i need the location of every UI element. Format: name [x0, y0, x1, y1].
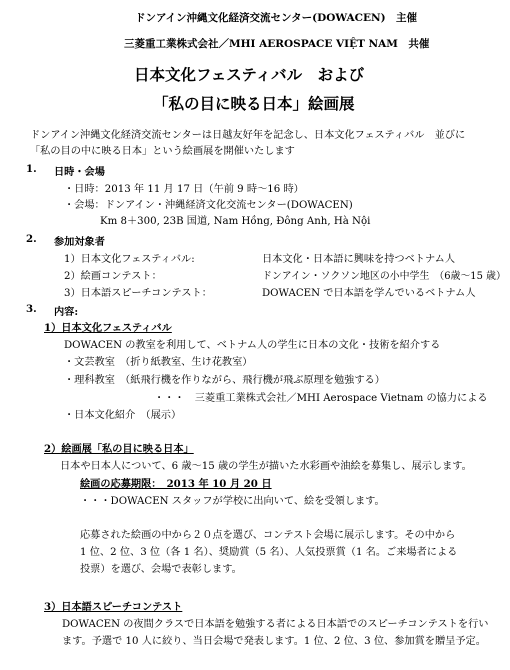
participant-row-1-left: 1）日本文化フェスティバル:	[64, 254, 195, 265]
painting-collection-note: ・・・DOWACEN スタッフが学校に出向いて、絵を受領します。	[80, 496, 385, 507]
section-3-label: 内容:	[54, 306, 79, 318]
culture-item-science-sponsor: ・・・ 三菱重工業株式会社／MHI Aerospace Vietnam の協力による	[154, 393, 488, 404]
co-organizer-line: 三菱重工業株式会社／MHI AEROSPACE VIỆT NAM 共催	[124, 38, 430, 50]
painting-selection-line-2: 1 位、2 位、3 位（各 1 名）、奨励賞（5 名）、人気投票賞（1 名。ご来場者による	[80, 547, 458, 558]
subsection-1-heading: 1）日本文化フェスティバル	[44, 322, 172, 334]
culture-item-arts: ・文芸教室 （折り紙教室、生け花教室）	[64, 357, 253, 368]
participant-row-3-right: DOWACEN で日本語を学んでいるベトナム人	[262, 288, 476, 299]
painting-selection-line-3: 投票）を選び、会場で表彰します。	[80, 564, 242, 575]
section-2-number: 2.	[26, 233, 37, 245]
painting-selection-line-1: 応募された絵画の中から２０点を選び、コンテスト会場に展示します。その中から	[80, 530, 456, 541]
speech-contest-line-1: DOWACEN の夜間クラスで日本語を勉強する者による日本語でのスピーチコンテストを行い	[62, 619, 489, 630]
subsection-2-description: 日本や日本人について、6 歳〜15 歳の学生が描いた水彩画や油絵を募集し、展示します。	[60, 461, 472, 472]
intro-line-1: ドンアイン沖縄文化経済交流センターは日越友好年を記念し、日本文化フェスティバル 並びに	[30, 130, 466, 141]
participant-row-2-left: 2）絵画コンテスト：	[64, 271, 162, 282]
section-2-label: 参加対象者	[54, 236, 105, 248]
section-1-number: 1.	[26, 163, 37, 175]
event-address: Km 8＋300, 23B 国道, Nam Hồng, Đông Anh, Hà Nội	[100, 216, 371, 227]
subsection-3-heading: 3）日本語スピーチコンテスト	[44, 601, 183, 613]
painting-deadline: 絵画の応募期限： 2013 年 10 月 20 日	[80, 478, 272, 490]
participant-row-1-right: 日本文化・日本語に興味を持つベトナム人	[262, 254, 456, 265]
section-3-number: 3.	[26, 303, 37, 315]
section-1-label: 日時・会場	[54, 166, 105, 178]
event-date: ・日時：2013 年 11 月 17 日（午前 9 時〜16 時）	[64, 184, 304, 195]
organizer-line: ドンアイン沖縄文化経済交流センター(DOWACEN) 主催	[135, 12, 418, 24]
participant-row-3-left: 3）日本語スピーチコンテスト：	[64, 288, 212, 299]
event-venue: ・会場：ドンアイン・沖縄経済文化交流センター(DOWACEN)	[64, 200, 353, 211]
culture-item-exhibition: ・日本文化紹介 （展示）	[64, 410, 182, 421]
culture-item-science: ・理科教室 （紙飛行機を作りながら、飛行機が飛ぶ原理を勉強する）	[64, 375, 385, 386]
subsection-2-heading: 2）絵画展「私の目に映る日本」	[44, 443, 194, 455]
title-line-1: 日本文化フェスティバル および	[134, 65, 365, 84]
title-line-2: 「私の目に映る日本」絵画展	[153, 94, 355, 113]
speech-contest-line-2: ます。予選で 10 人に絞り、当日会場で発表します。1 位、2 位、3 位、参加賞を贈呈予定。	[62, 636, 486, 647]
participant-row-2-right: ドンアイン・ソクソン地区の小中学生 （6歳〜15 歳）	[262, 271, 506, 282]
intro-line-2: 「私の目の中に映る日本」という絵画展を開催いたします	[30, 146, 295, 157]
subsection-1-description: DOWACEN の教室を利用して、ベトナム人の学生に日本の文化・技術を紹介する	[64, 340, 441, 351]
